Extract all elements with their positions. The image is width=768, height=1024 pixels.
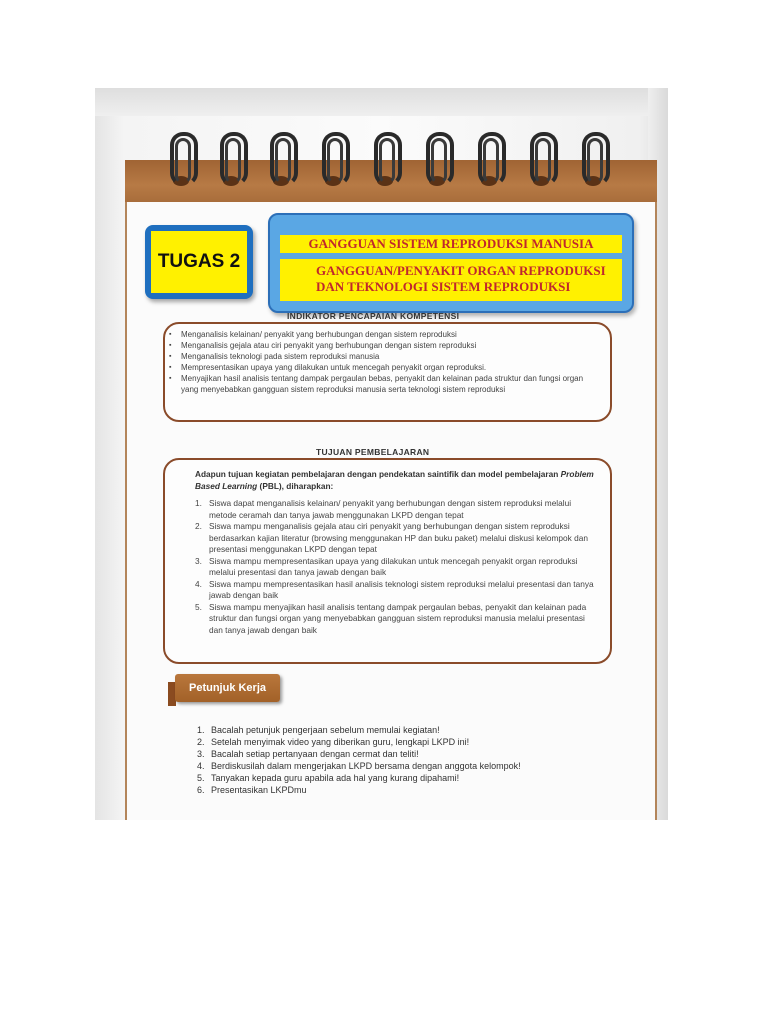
spiral-ring: [320, 132, 346, 192]
indikator-heading: INDIKATOR PENCAPAIAN KOMPETENSI: [287, 311, 460, 321]
spiral-ring: [476, 132, 502, 192]
tujuan-item-number: 4.: [195, 578, 202, 589]
tujuan-intro-part1: Adapun tujuan kegiatan pembelajaran dengan pendekatan saintifik dan model pembelajaran: [195, 469, 561, 479]
tujuan-list: [195, 498, 596, 636]
spiral-ring: [218, 132, 244, 192]
spiral-ring: [372, 132, 398, 192]
title-line-2: GANGGUAN/PENYAKIT ORGAN REPRODUKSI: [316, 263, 606, 278]
petunjuk-item-number: 2.: [197, 737, 205, 747]
indikator-item: ▪ Menganalisis kelainan/ penyakit yang berhubungan dengan sistem reproduksi: [165, 329, 600, 340]
petunjuk-list: [197, 724, 607, 796]
tujuan-item-text: Siswa mampu menyajikan hasil analisis tentang dampak pergaulan bebas, penyakit dan kelainan pada struktur dan fungsi organ yang menyebabkan gangguan sistem reproduksi manusia melalui presentasi dan tanya jawab dengan baik: [209, 601, 587, 635]
scan-top-band: [95, 88, 668, 116]
petunjuk-item: [197, 784, 607, 796]
tujuan-item-number: 5.: [195, 601, 202, 612]
tujuan-item-text: Siswa mampu mempresentasikan upaya yang dilakukan untuk mencegah penyakit organ reproduksi melalui presentasi dan tanya jawab dengan baik: [209, 555, 578, 577]
petunjuk-item-number: 1.: [197, 725, 205, 735]
tujuan-intro: [195, 468, 596, 492]
indikator-box: [163, 322, 612, 422]
petunjuk-item-text: Berdiskusilah dalam mengerjakan LKPD bersama dengan anggota kelompok!: [211, 761, 521, 771]
tujuan-item: [195, 498, 596, 521]
title-box: [268, 213, 634, 313]
tujuan-item: [195, 521, 596, 556]
tujuan-item: [195, 579, 596, 602]
tujuan-item: [195, 602, 596, 637]
indikator-item: ▪ Menganalisis gejala atau ciri penyakit yang berhubungan dengan sistem reproduksi: [165, 340, 600, 351]
title-line-3: DAN TEKNOLOGI SISTEM REPRODUKSI: [316, 279, 571, 294]
petunjuk-item-text: Tanyakan kepada guru apabila ada hal yang kurang dipahami!: [211, 773, 460, 783]
spiral-ring: [424, 132, 450, 192]
petunjuk-item-number: 5.: [197, 773, 205, 783]
petunjuk-item: [197, 760, 607, 772]
tujuan-intro-part2: (PBL), diharapkan:: [257, 481, 334, 491]
petunjuk-item-text: Bacalah petunjuk pengerjaan sebelum memulai kegiatan!: [211, 725, 440, 735]
petunjuk-badge: Petunjuk Kerja: [175, 674, 280, 702]
petunjuk-item-text: Setelah menyimak video yang diberikan guru, lengkapi LKPD ini!: [211, 737, 470, 747]
tujuan-item-text: Siswa mampu mempresentasikan hasil analisis teknologi sistem reproduksi melalui presentasi dan tanya jawab dengan baik: [209, 578, 594, 600]
tujuan-intro-italic: Problem Based Learning: [195, 469, 594, 491]
petunjuk-item: [197, 748, 607, 760]
indikator-item: ▪ Menyajikan hasil analisis tentang dampak pergaulan bebas, penyakit dan kelainan pada struktur dan fungsi organ yang menyebabkan gangguan sistem reproduksi manusia serta teknologi sistem reproduksi: [165, 373, 600, 395]
task-badge-label: TUGAS 2: [151, 231, 247, 293]
spiral-ring: [528, 132, 554, 192]
spiral-ring: [268, 132, 294, 192]
tujuan-item-text: Siswa mampu menganalisis gejala atau ciri penyakit yang berhubungan dengan sistem reproduksi berdasarkan kajian literatur (browsing menggunakan HP dan buku paket) melalui diskusi kelompok dan presentasi menggunakan LKPD dengan tepat: [209, 521, 588, 554]
tujuan-item-number: 1.: [195, 498, 202, 508]
tujuan-item: [195, 556, 596, 579]
tujuan-item-number: 2.: [195, 521, 202, 531]
petunjuk-item-text: Presentasikan LKPDmu: [211, 785, 307, 795]
petunjuk-item-number: 3.: [197, 749, 205, 759]
tujuan-box: [163, 458, 612, 664]
task-badge: [145, 225, 253, 299]
petunjuk-item-number: 4.: [197, 761, 205, 771]
indikator-item: ▪ Menganalisis teknologi pada sistem reproduksi manusia: [165, 351, 600, 362]
title-line-1: GANGGUAN SISTEM REPRODUKSI MANUSIA: [280, 235, 622, 253]
tujuan-item-text: Siswa dapat menganalisis kelainan/ penyakit yang berhubungan dengan sistem reproduksi melalui metode ceramah dan tanya jawab menggunakan LKPD dengan tepat: [209, 498, 572, 520]
petunjuk-item: [197, 772, 607, 784]
indikator-item: ▪ Mempresentasikan upaya yang dilakukan untuk mencegah penyakit organ reproduksi.: [165, 362, 600, 373]
indikator-list: [165, 329, 610, 395]
tujuan-item-number: 3.: [195, 555, 202, 566]
spiral-ring: [168, 132, 194, 192]
petunjuk-item-number: 6.: [197, 785, 205, 795]
petunjuk-item: [197, 736, 607, 748]
tujuan-heading: TUJUAN PEMBELAJARAN: [316, 447, 430, 457]
petunjuk-item: [197, 724, 607, 736]
petunjuk-item-text: Bacalah setiap pertanyaan dengan cermat dan teliti!: [211, 749, 419, 759]
title-subtitle: [280, 259, 622, 301]
spiral-ring: [580, 132, 606, 192]
